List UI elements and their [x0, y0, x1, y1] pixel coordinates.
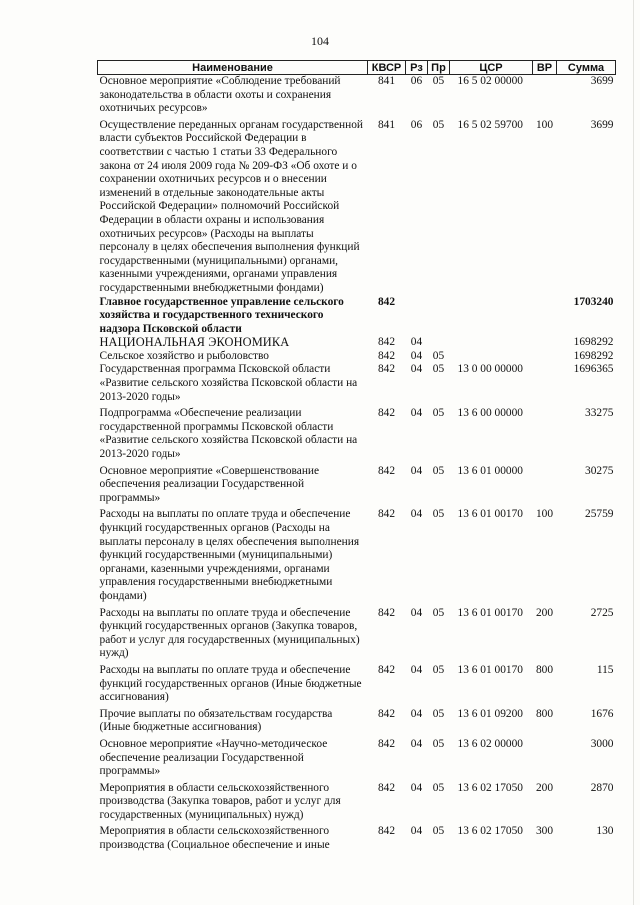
cell-vr [533, 735, 557, 779]
header-name: Наименование [98, 61, 368, 75]
table-row [98, 661, 616, 705]
cell-sum: 2870 [590, 781, 614, 794]
table-row [98, 363, 616, 404]
cell-csr: 13 6 02 00000 [457, 737, 523, 750]
cell-pr: 05 [432, 825, 445, 838]
cell-rz: 04 [410, 663, 423, 676]
cell-vr [533, 462, 557, 506]
cell-pr: 05 [432, 407, 445, 420]
cell-kvsr: 841 [377, 118, 396, 131]
cell-csr [450, 336, 533, 350]
cell-kvsr: 842 [377, 781, 396, 794]
cell-pr [428, 336, 450, 350]
table-row [98, 604, 616, 661]
cell-csr: 16 5 02 59700 [457, 118, 523, 131]
cell-pr: 05 [432, 606, 445, 619]
cell-vr [533, 350, 557, 364]
cell-kvsr: 842 [377, 663, 396, 676]
cell-pr: 05 [432, 118, 445, 131]
table-row [98, 404, 616, 461]
cell-pr: 05 [432, 737, 445, 750]
cell-name: Главное государственное управление сельского хозяйства и государственного технического надзора Псковской области [99, 295, 344, 335]
cell-pr: 05 [432, 363, 445, 376]
cell-kvsr: 842 [377, 707, 396, 720]
cell-csr: 13 6 02 17050 [457, 781, 523, 794]
cell-vr [533, 75, 557, 116]
cell-rz: 06 [410, 75, 423, 87]
cell-rz: 04 [410, 363, 423, 376]
cell-pr: 05 [432, 663, 445, 676]
cell-sum: 3699 [590, 75, 614, 87]
cell-rz: 04 [410, 508, 423, 521]
cell-csr: 13 6 02 17050 [457, 825, 523, 838]
cell-pr [428, 296, 450, 337]
table-row [98, 735, 616, 779]
cell-rz: 04 [410, 737, 423, 750]
table-row [98, 505, 616, 603]
cell-pr: 05 [432, 75, 445, 87]
table-header-row [98, 61, 616, 75]
cell-pr: 05 [432, 508, 445, 521]
cell-csr: 13 6 01 00170 [457, 508, 523, 521]
cell-name: Основное мероприятие «Соблюдение требований законодательства в области охоты и сохранения охотничьих ресурсов» [99, 75, 341, 115]
cell-csr: 13 6 01 00000 [457, 464, 523, 477]
cell-vr [533, 296, 557, 337]
cell-vr: 100 [535, 508, 554, 521]
cell-name: НАЦИОНАЛЬНАЯ ЭКОНОМИКА [99, 335, 290, 350]
cell-name: Мероприятия в области сельскохозяйственного производства (Закупка товаров, работ и услуг для государственных (муниципальных) нужд) [99, 781, 341, 821]
cell-sum: 33275 [585, 407, 614, 420]
cell-pr: 05 [432, 464, 445, 477]
cell-rz: 06 [410, 118, 423, 131]
cell-sum: 130 [596, 825, 614, 838]
cell-vr [533, 363, 557, 404]
cell-name: Подпрограмма «Обеспечение реализации государственной программы Псковской области «Развитие сельского хозяйства Псковской области на 2013-2020 годы» [99, 407, 358, 461]
table-row [98, 296, 616, 337]
cell-csr: 13 6 01 00170 [457, 663, 523, 676]
cell-rz: 04 [410, 336, 423, 349]
cell-kvsr: 842 [377, 464, 396, 477]
cell-csr [450, 296, 533, 337]
cell-kvsr: 842 [377, 363, 396, 376]
cell-vr: 800 [535, 663, 554, 676]
cell-csr: 13 6 00 00000 [457, 407, 523, 420]
cell-kvsr: 842 [377, 825, 396, 838]
page-number: 104 [311, 34, 329, 48]
cell-vr [533, 336, 557, 350]
table-row [98, 116, 616, 296]
table-row [98, 462, 616, 506]
cell-vr [533, 404, 557, 461]
cell-name: Расходы на выплаты по оплате труда и обеспечение функций государственных органов (Иные бюджетные ассигнования) [99, 663, 362, 704]
cell-csr: 16 5 02 00000 [457, 75, 523, 87]
table-row [98, 75, 616, 116]
cell-name: Сельское хозяйство и рыболовство [99, 349, 269, 362]
cell-pr: 05 [432, 349, 445, 362]
cell-sum: 25759 [585, 508, 614, 521]
cell-rz [406, 296, 428, 337]
header-csr: ЦСР [450, 61, 533, 75]
cell-vr: 200 [535, 781, 554, 794]
cell-sum: 1676 [590, 707, 614, 720]
cell-rz: 04 [410, 407, 423, 420]
cell-sum: 3699 [590, 118, 614, 131]
cell-name: Расходы на выплаты по оплате труда и обеспечение функций государственных органов (Закупка товаров, работ и услуг для государственных (муниципальных) нужд) [99, 606, 360, 660]
cell-kvsr: 842 [377, 407, 396, 420]
cell-rz: 04 [410, 349, 423, 362]
scan-edge-line [633, 0, 634, 905]
cell-sum: 30275 [585, 464, 614, 477]
header-sum: Сумма [557, 61, 616, 75]
cell-kvsr: 842 [377, 349, 396, 362]
table-row [98, 350, 616, 364]
cell-sum: 1703240 [573, 295, 614, 308]
cell-name: Основное мероприятие «Совершенствование обеспечения реализации Государственной программы» [99, 464, 320, 504]
header-pr: Пр [428, 61, 450, 75]
cell-vr: 200 [535, 606, 554, 619]
cell-kvsr: 842 [377, 606, 396, 619]
cell-sum: 2725 [590, 606, 614, 619]
table-row [98, 822, 616, 852]
header-kvsr: КВСР [368, 61, 406, 75]
cell-csr: 13 6 01 00170 [457, 606, 523, 619]
cell-name: Расходы на выплаты по оплате труда и обеспечение функций государственных органов (Расходы на выплаты персоналу в целях обеспечения выполнения функций государственными (муниципальными) органами, казенными учреждениями, органами управления государственными внебюджетными фондами) [99, 508, 360, 602]
cell-name: Прочие выплаты по обязательствам государства (Иные бюджетные ассигнования) [99, 707, 333, 734]
cell-vr: 800 [535, 707, 554, 720]
header-rz: Рз [406, 61, 428, 75]
cell-sum: 1696365 [573, 363, 614, 376]
budget-table [97, 60, 616, 853]
cell-sum: 115 [596, 663, 614, 676]
cell-sum: 3000 [590, 737, 614, 750]
table-row [98, 705, 616, 735]
cell-kvsr: 842 [377, 295, 396, 308]
cell-kvsr: 842 [377, 737, 396, 750]
table-row [98, 779, 616, 823]
cell-rz: 04 [410, 781, 423, 794]
cell-sum: 1698292 [573, 336, 614, 349]
cell-sum: 1698292 [573, 349, 614, 362]
cell-rz: 04 [410, 464, 423, 477]
cell-pr: 05 [432, 781, 445, 794]
cell-vr: 100 [535, 118, 554, 131]
cell-csr: 13 6 01 09200 [457, 707, 523, 720]
cell-csr: 13 0 00 00000 [457, 363, 523, 376]
cell-name: Мероприятия в области сельскохозяйственного производства (Социальное обеспечение и иные [99, 825, 330, 852]
cell-kvsr: 842 [377, 336, 396, 349]
cell-vr: 300 [535, 825, 554, 838]
cell-rz: 04 [410, 606, 423, 619]
header-vr: ВР [533, 61, 557, 75]
cell-name: Осуществление переданных органам государственной власти субъектов Российской Федерации в соответствии с частью 1 статьи 33 Федерального закона от 24 июля 2009 года № 209-ФЗ «Об охоте и о сохранении охотничьих ресурсов и о внесении изменений в отдельные законодательные акты Российской Федерации» полномочий Российской Федерации в области охраны и использования охотничьих ресурсов» (Расходы на выплаты персоналу в целях обеспечения выполнения функций государственными (муниципальными) органами, казенными учреждениями, органами управления государственными внебюджетными фондами) [99, 118, 364, 294]
cell-name: Основное мероприятие «Научно-методическое обеспечение реализации Государственной программы» [99, 737, 328, 778]
cell-name: Государственная программа Псковской области «Развитие сельского хозяйства Псковской области на 2013-2020 годы» [99, 363, 358, 403]
cell-kvsr: 841 [377, 75, 396, 87]
cell-kvsr: 842 [377, 508, 396, 521]
cell-rz: 04 [410, 707, 423, 720]
table-row [98, 336, 616, 350]
cell-pr: 05 [432, 707, 445, 720]
cell-rz: 04 [410, 825, 423, 838]
cell-csr [450, 350, 533, 364]
